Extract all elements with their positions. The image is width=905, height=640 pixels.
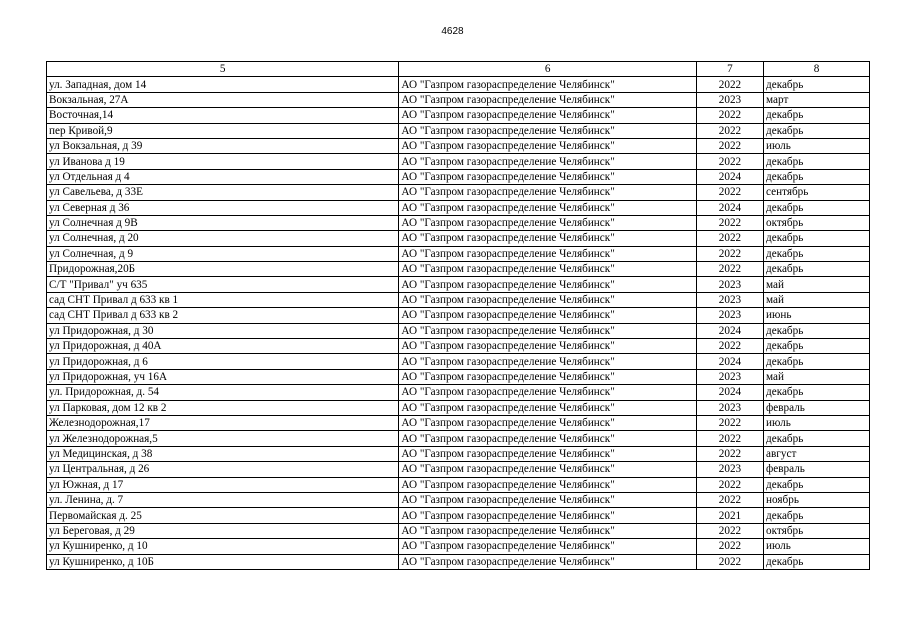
year-cell: 2022 [696, 108, 763, 123]
address-cell: ул Придорожная, уч 16А [47, 369, 399, 384]
table-row [47, 231, 870, 246]
organization-cell: АО "Газпром газораспределение Челябинск" [399, 492, 696, 507]
year-cell: 2023 [696, 292, 763, 307]
year-cell: 2024 [696, 200, 763, 215]
page-number: 4628 [441, 26, 464, 37]
organization-cell: АО "Газпром газораспределение Челябинск" [399, 323, 696, 338]
month-cell: октябрь [764, 523, 870, 538]
month-cell: июль [764, 138, 870, 153]
address-cell: ул Южная, д 17 [47, 477, 399, 492]
address-cell: Первомайская д. 25 [47, 508, 399, 523]
address-cell: ул Придорожная, д 6 [47, 354, 399, 369]
table-row [47, 308, 870, 323]
organization-cell: АО "Газпром газораспределение Челябинск" [399, 154, 696, 169]
address-cell: ул Северная д 36 [47, 200, 399, 215]
address-cell: сад СНТ Привал д 633 кв 2 [47, 308, 399, 323]
year-cell: 2024 [696, 323, 763, 338]
month-cell: сентябрь [764, 185, 870, 200]
organization-cell: АО "Газпром газораспределение Челябинск" [399, 339, 696, 354]
month-cell: май [764, 292, 870, 307]
year-cell: 2022 [696, 215, 763, 230]
table-body [47, 77, 870, 570]
address-cell: пер Кривой,9 [47, 123, 399, 138]
organization-cell: АО "Газпром газораспределение Челябинск" [399, 169, 696, 184]
table-row [47, 462, 870, 477]
address-cell: ул. Придорожная, д. 54 [47, 385, 399, 400]
month-cell: декабрь [764, 385, 870, 400]
table-row [47, 292, 870, 307]
month-cell: декабрь [764, 200, 870, 215]
organization-cell: АО "Газпром газораспределение Челябинск" [399, 477, 696, 492]
organization-cell: АО "Газпром газораспределение Челябинск" [399, 415, 696, 430]
table-row [47, 246, 870, 261]
organization-cell: АО "Газпром газораспределение Челябинск" [399, 385, 696, 400]
organization-cell: АО "Газпром газораспределение Челябинск" [399, 354, 696, 369]
month-cell: февраль [764, 400, 870, 415]
year-cell: 2023 [696, 462, 763, 477]
organization-cell: АО "Газпром газораспределение Челябинск" [399, 308, 696, 323]
address-cell: Восточная,14 [47, 108, 399, 123]
table-row [47, 431, 870, 446]
organization-cell: АО "Газпром газораспределение Челябинск" [399, 92, 696, 107]
address-cell: ул Кушниренко, д 10Б [47, 554, 399, 569]
address-cell: ул Савельева, д 33Е [47, 185, 399, 200]
table-row [47, 508, 870, 523]
table-row [47, 385, 870, 400]
table-row [47, 200, 870, 215]
table-header [47, 62, 870, 77]
column-header-6: 6 [399, 62, 696, 77]
address-cell: ул Солнечная, д 20 [47, 231, 399, 246]
month-cell: июль [764, 539, 870, 554]
table-row [47, 554, 870, 569]
year-cell: 2023 [696, 369, 763, 384]
month-cell: ноябрь [764, 492, 870, 507]
organization-cell: АО "Газпром газораспределение Челябинск" [399, 292, 696, 307]
address-cell: ул Центральная, д 26 [47, 462, 399, 477]
table-row [47, 400, 870, 415]
column-header-7: 7 [696, 62, 763, 77]
month-cell: декабрь [764, 246, 870, 261]
address-cell: ул Железнодорожная,5 [47, 431, 399, 446]
organization-cell: АО "Газпром газораспределение Челябинск" [399, 262, 696, 277]
year-cell: 2023 [696, 308, 763, 323]
year-cell: 2023 [696, 277, 763, 292]
year-cell: 2021 [696, 508, 763, 523]
table-row [47, 492, 870, 507]
year-cell: 2024 [696, 354, 763, 369]
column-header-8: 8 [764, 62, 870, 77]
organization-cell: АО "Газпром газораспределение Челябинск" [399, 185, 696, 200]
year-cell: 2022 [696, 523, 763, 538]
month-cell: март [764, 92, 870, 107]
year-cell: 2022 [696, 415, 763, 430]
organization-cell: АО "Газпром газораспределение Челябинск" [399, 400, 696, 415]
address-cell: ул. Ленина, д. 7 [47, 492, 399, 507]
address-cell: Придорожная,20Б [47, 262, 399, 277]
table-row [47, 277, 870, 292]
year-cell: 2022 [696, 431, 763, 446]
table-row [47, 523, 870, 538]
year-cell: 2022 [696, 446, 763, 461]
table-row [47, 262, 870, 277]
address-cell: ул Вокзальная, д 39 [47, 138, 399, 153]
table-row [47, 169, 870, 184]
organization-cell: АО "Газпром газораспределение Челябинск" [399, 108, 696, 123]
month-cell: февраль [764, 462, 870, 477]
year-cell: 2024 [696, 169, 763, 184]
data-table [46, 61, 870, 570]
table-row [47, 138, 870, 153]
organization-cell: АО "Газпром газораспределение Челябинск" [399, 508, 696, 523]
header-row [47, 62, 870, 77]
month-cell: декабрь [764, 154, 870, 169]
table-row [47, 354, 870, 369]
year-cell: 2022 [696, 539, 763, 554]
year-cell: 2022 [696, 339, 763, 354]
year-cell: 2022 [696, 123, 763, 138]
table-row [47, 154, 870, 169]
organization-cell: АО "Газпром газораспределение Челябинск" [399, 231, 696, 246]
table-row [47, 77, 870, 92]
organization-cell: АО "Газпром газораспределение Челябинск" [399, 215, 696, 230]
table-row [47, 108, 870, 123]
month-cell: декабрь [764, 508, 870, 523]
year-cell: 2022 [696, 231, 763, 246]
year-cell: 2022 [696, 185, 763, 200]
organization-cell: АО "Газпром газораспределение Челябинск" [399, 462, 696, 477]
month-cell: декабрь [764, 108, 870, 123]
year-cell: 2022 [696, 77, 763, 92]
organization-cell: АО "Газпром газораспределение Челябинск" [399, 277, 696, 292]
year-cell: 2022 [696, 554, 763, 569]
year-cell: 2024 [696, 385, 763, 400]
organization-cell: АО "Газпром газораспределение Челябинск" [399, 123, 696, 138]
month-cell: декабрь [764, 123, 870, 138]
month-cell: октябрь [764, 215, 870, 230]
column-header-5: 5 [47, 62, 399, 77]
address-cell: ул Иванова д 19 [47, 154, 399, 169]
address-cell: Вокзальная, 27А [47, 92, 399, 107]
month-cell: декабрь [764, 477, 870, 492]
table-row [47, 369, 870, 384]
table-row [47, 92, 870, 107]
table-row [47, 446, 870, 461]
organization-cell: АО "Газпром газораспределение Челябинск" [399, 539, 696, 554]
address-cell: ул Солнечная д 9В [47, 215, 399, 230]
table-row [47, 215, 870, 230]
month-cell: декабрь [764, 169, 870, 184]
address-cell: ул Придорожная, д 30 [47, 323, 399, 338]
year-cell: 2022 [696, 246, 763, 261]
address-cell: ул Парковая, дом 12 кв 2 [47, 400, 399, 415]
year-cell: 2022 [696, 138, 763, 153]
address-cell: ул Придорожная, д 40А [47, 339, 399, 354]
organization-cell: АО "Газпром газораспределение Челябинск" [399, 200, 696, 215]
address-cell: сад СНТ Привал д 633 кв 1 [47, 292, 399, 307]
organization-cell: АО "Газпром газораспределение Челябинск" [399, 523, 696, 538]
month-cell: декабрь [764, 354, 870, 369]
organization-cell: АО "Газпром газораспределение Челябинск" [399, 431, 696, 446]
table-row [47, 323, 870, 338]
organization-cell: АО "Газпром газораспределение Челябинск" [399, 246, 696, 261]
month-cell: июль [764, 415, 870, 430]
year-cell: 2023 [696, 400, 763, 415]
year-cell: 2022 [696, 477, 763, 492]
organization-cell: АО "Газпром газораспределение Челябинск" [399, 554, 696, 569]
address-cell: ул. Западная, дом 14 [47, 77, 399, 92]
organization-cell: АО "Газпром газораспределение Челябинск" [399, 77, 696, 92]
table-row [47, 339, 870, 354]
table-row [47, 539, 870, 554]
month-cell: декабрь [764, 77, 870, 92]
month-cell: декабрь [764, 231, 870, 246]
month-cell: май [764, 277, 870, 292]
organization-cell: АО "Газпром газораспределение Челябинск" [399, 369, 696, 384]
month-cell: август [764, 446, 870, 461]
address-cell: ул Отдельная д 4 [47, 169, 399, 184]
table-row [47, 477, 870, 492]
year-cell: 2022 [696, 262, 763, 277]
table-row [47, 185, 870, 200]
address-cell: ул Медицинская, д 38 [47, 446, 399, 461]
month-cell: май [764, 369, 870, 384]
address-cell: ул Кушниренко, д 10 [47, 539, 399, 554]
year-cell: 2022 [696, 492, 763, 507]
year-cell: 2023 [696, 92, 763, 107]
month-cell: декабрь [764, 339, 870, 354]
month-cell: декабрь [764, 431, 870, 446]
address-cell: С/Т "Привал" уч 635 [47, 277, 399, 292]
month-cell: декабрь [764, 262, 870, 277]
year-cell: 2022 [696, 154, 763, 169]
address-cell: ул Береговая, д 29 [47, 523, 399, 538]
month-cell: июнь [764, 308, 870, 323]
organization-cell: АО "Газпром газораспределение Челябинск" [399, 138, 696, 153]
month-cell: декабрь [764, 323, 870, 338]
table-row [47, 415, 870, 430]
organization-cell: АО "Газпром газораспределение Челябинск" [399, 446, 696, 461]
table-row [47, 123, 870, 138]
month-cell: декабрь [764, 554, 870, 569]
address-cell: Железнодорожная,17 [47, 415, 399, 430]
address-cell: ул Солнечная, д 9 [47, 246, 399, 261]
